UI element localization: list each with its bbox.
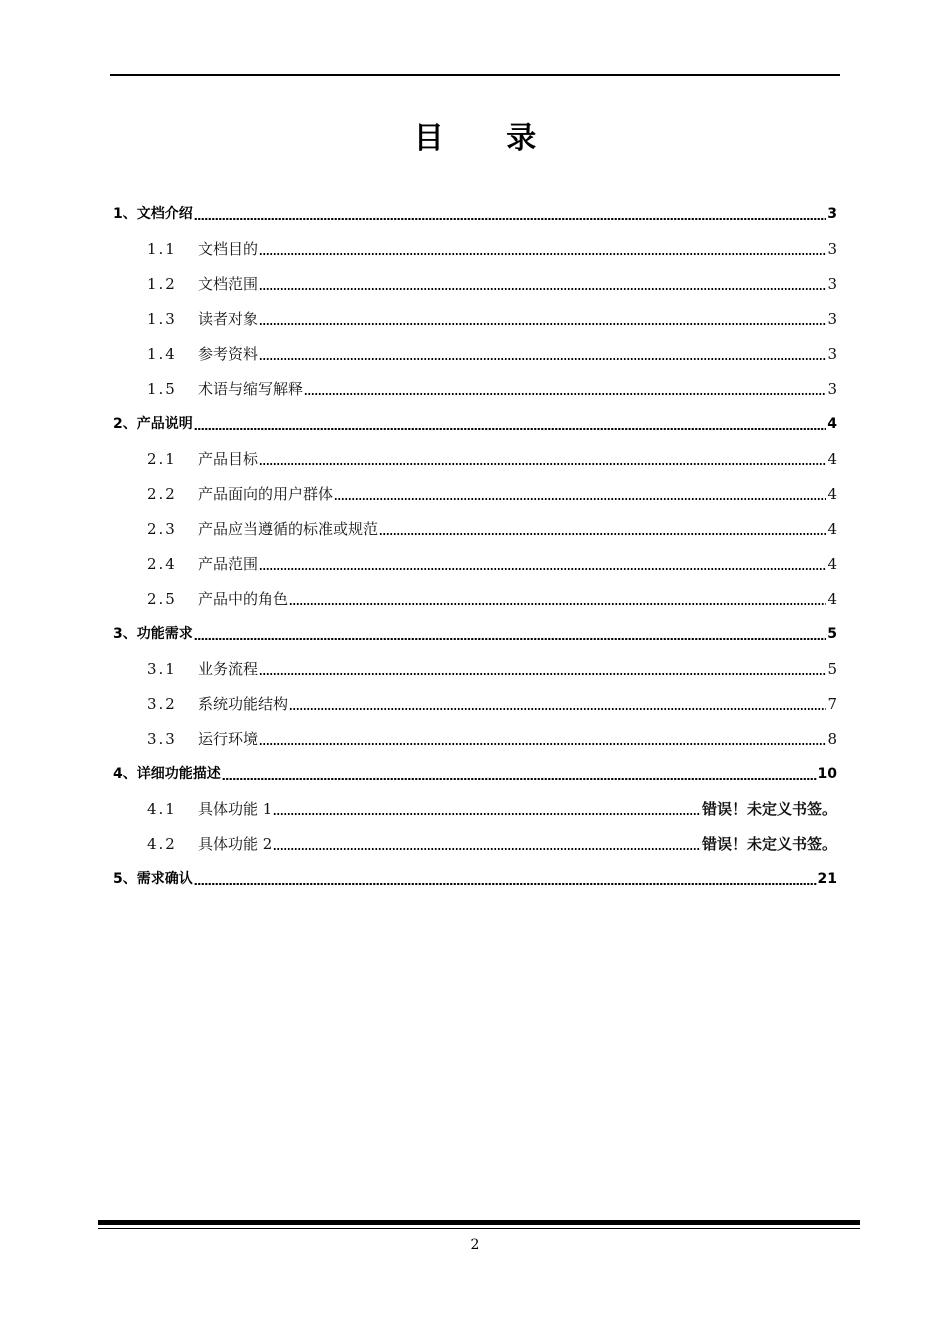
toc-dot-leader	[273, 848, 701, 850]
toc-entry-title: 参考资料	[198, 345, 259, 363]
toc-entry-title: 文档范围	[198, 275, 259, 293]
footer-rule-thick	[98, 1220, 860, 1225]
toc-section-entry[interactable]	[113, 224, 837, 259]
toc-section-entry[interactable]	[113, 504, 837, 539]
toc-chapter-entry[interactable]	[113, 854, 837, 889]
toc-page-number: 4	[827, 485, 837, 503]
toc-section-entry[interactable]	[113, 819, 837, 854]
toc-entry-title: 术语与缩写解释	[198, 380, 304, 398]
header-rule	[110, 74, 840, 76]
toc-entry-number: 1.1	[147, 240, 177, 258]
toc-entry-number: 2.5	[147, 590, 177, 608]
toc-entry-title: 具体功能 2	[198, 835, 273, 853]
toc-page-number: 4	[827, 520, 837, 538]
toc-page-number: 21	[817, 871, 837, 887]
toc-dot-leader	[194, 218, 827, 220]
toc-page-number: 3	[827, 345, 837, 363]
toc-entry-title: 文档目的	[198, 240, 259, 258]
toc-dot-leader	[259, 288, 826, 290]
toc-entry-number: 4.1	[147, 800, 177, 818]
toc-entry-number: 1.3	[147, 310, 177, 328]
toc-page-number: 3	[827, 380, 837, 398]
toc-chapter-entry[interactable]	[113, 609, 837, 644]
toc-dot-leader	[259, 463, 826, 465]
toc-dot-leader	[194, 428, 827, 430]
toc-entry-title: 产品目标	[198, 450, 259, 468]
toc-chapter-entry[interactable]	[113, 399, 837, 434]
toc-entry-title: 读者对象	[198, 310, 259, 328]
toc-dot-leader	[273, 813, 701, 815]
toc-entry-number: 2.2	[147, 485, 177, 503]
toc-entry-title: 具体功能 1	[198, 800, 273, 818]
toc-page-number: 3	[827, 310, 837, 328]
toc-section-entry[interactable]	[113, 469, 837, 504]
toc-title: 目 录	[413, 121, 563, 156]
toc-section-entry[interactable]	[113, 644, 837, 679]
toc-page-number: 3	[827, 275, 837, 293]
toc-entry-title: 产品范围	[198, 555, 259, 573]
toc-bookmark-error: 错误！未定义书签。	[701, 800, 837, 818]
toc-section-entry[interactable]	[113, 259, 837, 294]
toc-page-number: 8	[827, 730, 837, 748]
toc-chapter-entry[interactable]	[113, 749, 837, 784]
toc-section-entry[interactable]	[113, 539, 837, 574]
toc-chapter-entry[interactable]	[113, 189, 837, 224]
toc-dot-leader	[304, 393, 826, 395]
footer-rule-thin	[98, 1228, 860, 1229]
toc-dot-leader	[259, 323, 826, 325]
toc-entry-title: 产品中的角色	[198, 590, 289, 608]
toc-page-number: 3	[827, 206, 837, 222]
toc-entry-title: 系统功能结构	[198, 695, 289, 713]
toc-section-entry[interactable]	[113, 329, 837, 364]
toc-dot-leader	[259, 673, 826, 675]
toc-entry-number: 3、	[113, 626, 137, 642]
toc-section-entry[interactable]	[113, 434, 837, 469]
toc-dot-leader	[289, 603, 826, 605]
toc-entry-number: 1.4	[147, 345, 177, 363]
toc-dot-leader	[259, 253, 826, 255]
toc-page-number: 3	[827, 240, 837, 258]
toc-entry-number: 3.1	[147, 660, 177, 678]
toc-page-number: 5	[827, 626, 837, 642]
toc-dot-leader	[334, 498, 826, 500]
toc-section-entry[interactable]	[113, 784, 837, 819]
toc-entry-number: 3.3	[147, 730, 177, 748]
toc-entry-number: 3.2	[147, 695, 177, 713]
toc-page-number: 4	[827, 450, 837, 468]
toc-entry-number: 1、	[113, 206, 137, 222]
table-of-contents	[113, 189, 837, 889]
toc-entry-number: 2.1	[147, 450, 177, 468]
toc-dot-leader	[259, 568, 826, 570]
toc-page-number: 4	[827, 416, 837, 432]
page-number: 2	[470, 1237, 480, 1253]
toc-entry-title: 需求确认	[136, 871, 193, 887]
toc-entry-number: 4、	[113, 766, 137, 782]
toc-entry-title: 运行环境	[198, 730, 259, 748]
toc-dot-leader	[259, 743, 826, 745]
toc-entry-number: 1.5	[147, 380, 177, 398]
toc-section-entry[interactable]	[113, 714, 837, 749]
toc-page-number: 5	[827, 660, 837, 678]
toc-section-entry[interactable]	[113, 574, 837, 609]
toc-dot-leader	[194, 883, 817, 885]
toc-dot-leader	[194, 638, 827, 640]
toc-entry-number: 2.4	[147, 555, 177, 573]
toc-entry-title: 产品说明	[136, 416, 193, 432]
toc-entry-number: 2.3	[147, 520, 177, 538]
toc-entry-title: 业务流程	[198, 660, 259, 678]
toc-page-number: 10	[817, 766, 837, 782]
toc-dot-leader	[259, 358, 826, 360]
toc-entry-title: 详细功能描述	[136, 766, 221, 782]
toc-dot-leader	[289, 708, 826, 710]
toc-entry-number: 1.2	[147, 275, 177, 293]
toc-entry-title: 功能需求	[136, 626, 193, 642]
toc-dot-leader	[222, 778, 817, 780]
toc-section-entry[interactable]	[113, 679, 837, 714]
toc-bookmark-error: 错误！未定义书签。	[701, 835, 837, 853]
toc-page-number: 4	[827, 555, 837, 573]
toc-section-entry[interactable]	[113, 364, 837, 399]
toc-entry-number: 2、	[113, 416, 137, 432]
toc-page-number: 4	[827, 590, 837, 608]
toc-entry-number: 4.2	[147, 835, 177, 853]
toc-entry-title: 产品应当遵循的标准或规范	[198, 520, 379, 538]
toc-section-entry[interactable]	[113, 294, 837, 329]
toc-page-number: 7	[827, 695, 837, 713]
toc-entry-title: 文档介绍	[136, 206, 193, 222]
toc-entry-number: 5、	[113, 871, 137, 887]
toc-entry-title: 产品面向的用户群体	[198, 485, 334, 503]
toc-dot-leader	[379, 533, 826, 535]
